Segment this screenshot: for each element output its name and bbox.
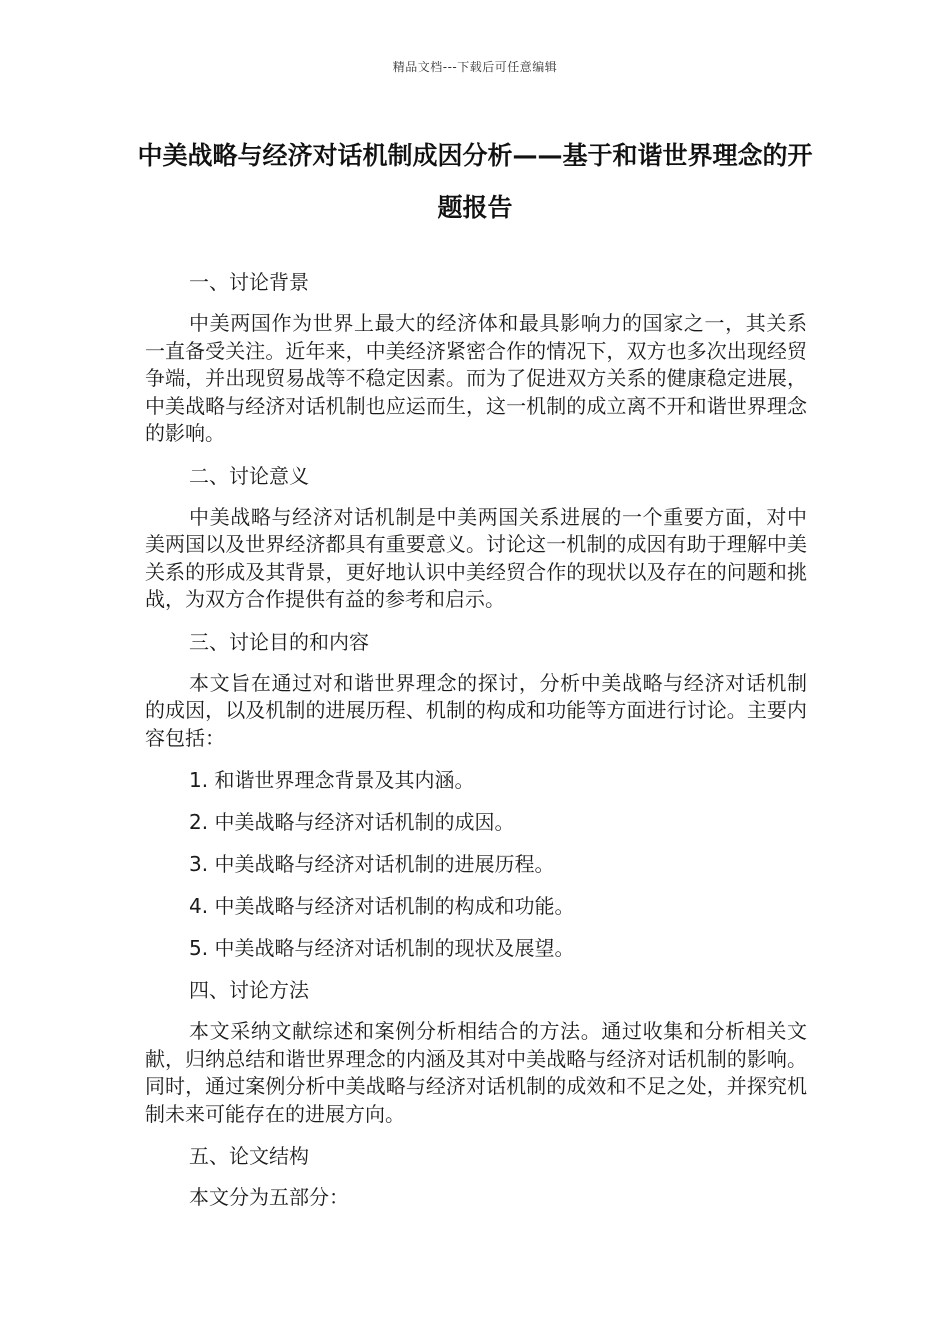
- list-item: 3. 中美战略与经济对话机制的进展历程。: [189, 852, 555, 876]
- document-body: [145, 268, 807, 1226]
- section-paragraph: 中美两国作为世界上最大的经济体和最具影响力的国家之一，其关系一直备受关注。近年来，中美经济紧密合作的情况下，双方也多次出现经贸争端，并出现贸易战等不稳定因素。而为了促进双方关系的健康稳定进展，中美战略与经济对话机制也应运而生，这一机制的成立离不开和谐世界理念的影响。: [145, 311, 807, 445]
- document-title: 中美战略与经济对话机制成因分析——基于和谐世界理念的开题报告: [137, 141, 813, 222]
- list-item: 4. 中美战略与经济对话机制的构成和功能。: [189, 894, 575, 918]
- section-heading-purpose: 三、讨论目的和内容: [189, 629, 369, 654]
- section-paragraph: 中美战略与经济对话机制是中美两国关系进展的一个重要方面，对中美两国以及世界经济都具有重要意义。讨论这一机制的成因有助于理解中美关系的形成及其背景，更好地认识中美经贸合作的现状以及存在的问题和挑战，为双方合作提供有益的参考和启示。: [145, 504, 807, 611]
- section-paragraph: 本文旨在通过对和谐世界理念的探讨，分析中美战略与经济对话机制的成因，以及机制的进展历程、机制的构成和功能等方面进行讨论。主要内容包括：: [145, 670, 807, 750]
- content-list: [145, 766, 807, 962]
- section-heading-structure: 五、论文结构: [189, 1144, 309, 1168]
- section-paragraph: 本文采纳文献综述和案例分析相结合的方法。通过收集和分析相关文献，归纳总结和谐世界理念的内涵及其对中美战略与经济对话机制的影响。同时，通过案例分析中美战略与经济对话机制的成效和不足之处，并探究机制未来可能存在的进展方向。: [145, 1019, 807, 1126]
- section-paragraph: 本文分为五部分：: [189, 1185, 349, 1209]
- list-item: 2. 中美战略与经济对话机制的成因。: [189, 810, 515, 834]
- list-item: 5. 中美战略与经济对话机制的现状及展望。: [189, 936, 575, 960]
- section-heading-background: 一、讨论背景: [189, 270, 309, 294]
- header-note: 精品文档---下载后可任意编辑: [392, 60, 558, 74]
- section-heading-method: 四、讨论方法: [189, 978, 309, 1002]
- section-heading-significance: 二、讨论意义: [189, 463, 309, 488]
- list-item: 1. 和谐世界理念背景及其内涵。: [189, 768, 475, 792]
